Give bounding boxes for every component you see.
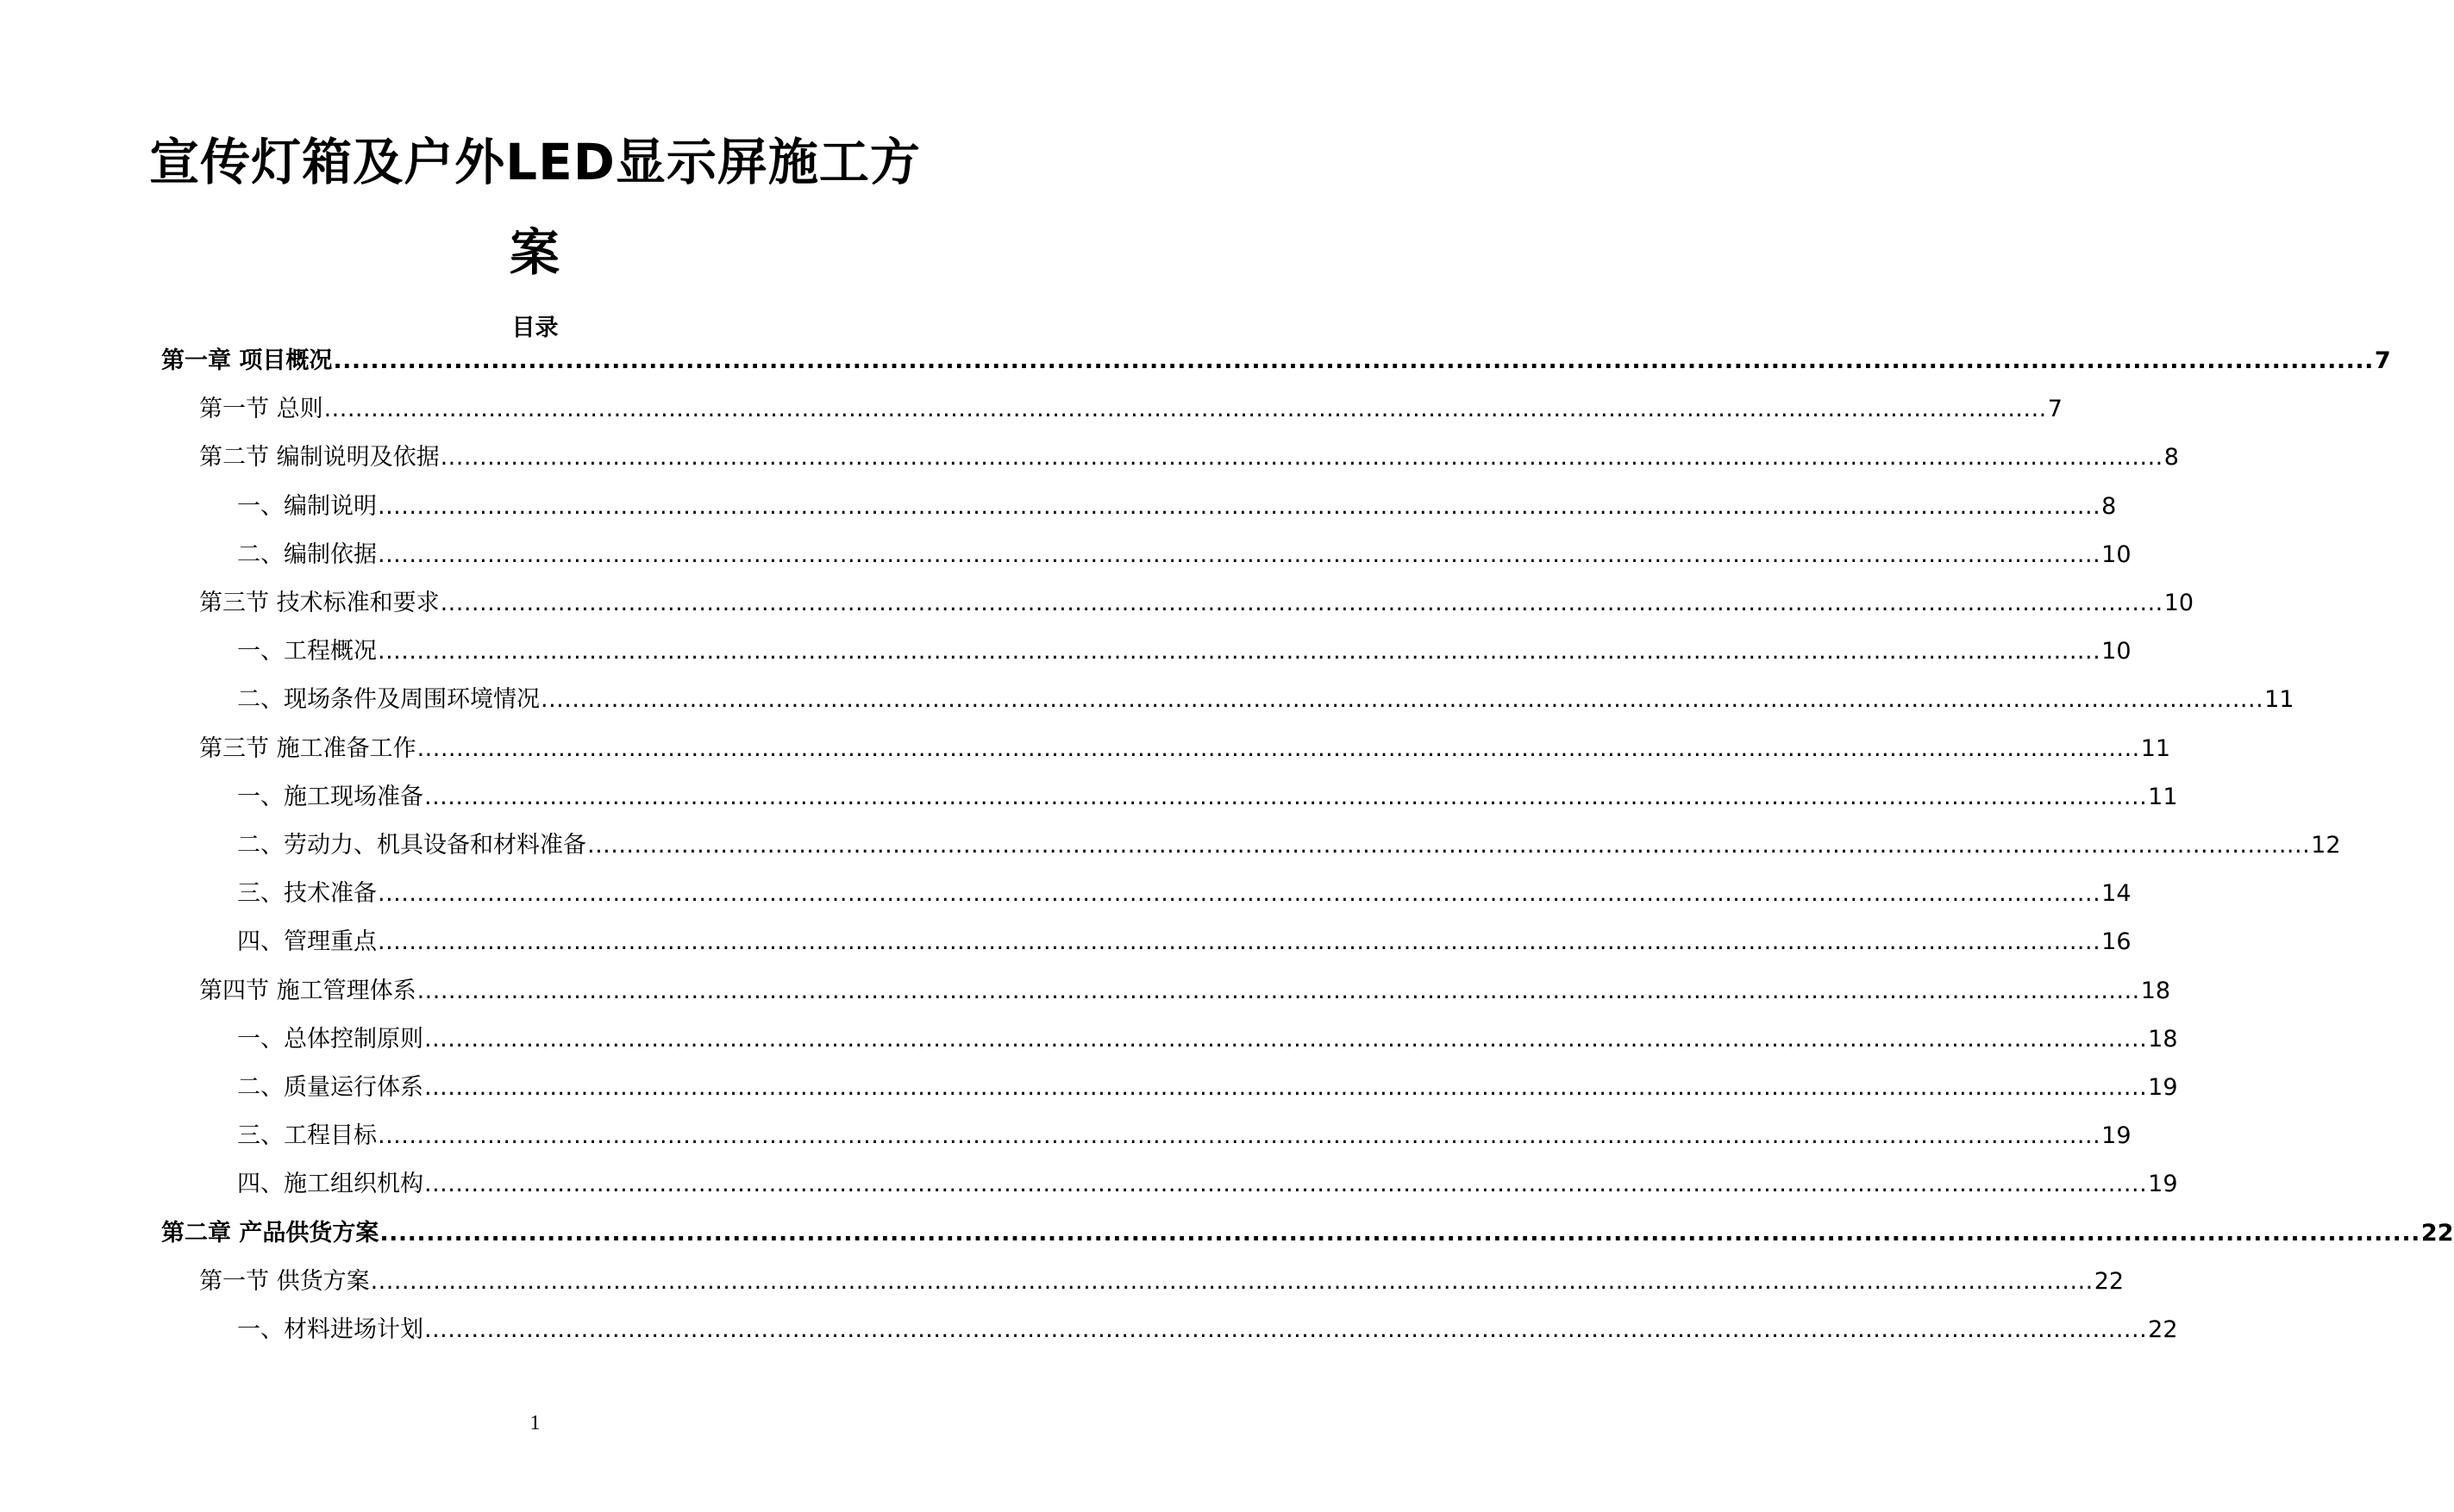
page-number: 1: [529, 1412, 541, 1434]
toc-entry-page-number: 19: [2148, 1171, 2178, 1198]
toc-entry-page-number: 11: [2148, 783, 2178, 810]
toc-entry-page-number: 18: [2140, 977, 2171, 1004]
toc-entry-label: 二、劳动力、机具设备和材料准备: [237, 832, 586, 859]
toc-dot-leader: ............................................................................................................................................................................................................................: [424, 1316, 2148, 1343]
toc-dot-leader: ............................................................................................................................................................................................................................: [378, 1122, 2101, 1150]
toc-section-entry[interactable]: [199, 439, 2179, 477]
document-title-line-2: 案: [509, 223, 560, 282]
toc-dot-leader: ............................................................................................................................................................................................................................: [424, 783, 2148, 810]
toc-dot-leader: ............................................................................................................................................................................................................................: [378, 928, 2101, 956]
toc-subsection-entry[interactable]: [237, 1165, 2178, 1203]
toc-entry-label: 第四节 施工管理体系: [199, 977, 416, 1004]
toc-entry-label: 一、总体控制原则: [237, 1025, 423, 1053]
toc-subsection-entry[interactable]: [237, 536, 2132, 574]
toc-subsection-entry[interactable]: [237, 681, 2294, 719]
toc-entry-label: 第二节 编制说明及依据: [199, 444, 440, 472]
toc-subsection-entry[interactable]: [237, 488, 2117, 526]
toc-dot-leader: ............................................................................................................................................................................................................................: [370, 1267, 2094, 1295]
toc-dot-leader: ............................................................................................................................................................................................................................: [424, 1025, 2148, 1053]
toc-entry-label: 第一节 总则: [199, 396, 323, 423]
toc-entry-page-number: 19: [2148, 1074, 2178, 1101]
toc-chapter-entry[interactable]: [161, 1215, 2454, 1253]
toc-dot-leader: ............................................................................................................................................................................................................................: [378, 638, 2101, 665]
toc-entry-label: 第三节 施工准备工作: [199, 734, 416, 762]
toc-entry-label: 二、编制依据: [237, 540, 377, 568]
toc-entry-page-number: 8: [2101, 492, 2117, 520]
toc-subsection-entry[interactable]: [237, 923, 2132, 961]
toc-dot-leader: ............................................................................................................................................................................................................................: [541, 686, 2264, 714]
toc-subsection-entry[interactable]: [237, 1069, 2178, 1107]
toc-entry-page-number: 16: [2101, 928, 2132, 956]
toc-subsection-entry[interactable]: [237, 1117, 2132, 1155]
toc-subsection-entry[interactable]: [237, 633, 2132, 671]
toc-entry-page-number: 18: [2148, 1025, 2178, 1053]
toc-entry-page-number: 12: [2311, 832, 2341, 859]
toc-entry-page-number: 14: [2101, 880, 2132, 908]
toc-entry-label: 第二章 产品供货方案: [161, 1219, 379, 1246]
toc-chapter-entry[interactable]: [161, 342, 2391, 380]
toc-entry-page-number: 8: [2163, 444, 2179, 472]
toc-entry-page-number: 22: [2420, 1219, 2454, 1246]
toc-entry-page-number: 22: [2148, 1316, 2178, 1343]
toc-entry-page-number: 10: [2101, 540, 2132, 568]
toc-entry-page-number: 10: [2163, 590, 2194, 616]
toc-dot-leader: ............................................................................................................................................................................................................................: [416, 977, 2140, 1004]
toc-entry-label: 第三节 技术标准和要求: [199, 590, 440, 616]
toc-entry-label: 三、工程目标: [237, 1122, 377, 1150]
toc-dot-leader: ............................................................................................................................................................................................................................: [424, 1171, 2148, 1198]
toc-entry-label: 一、工程概况: [237, 638, 377, 665]
toc-entry-page-number: 22: [2094, 1267, 2125, 1295]
toc-entry-label: 二、质量运行体系: [237, 1074, 423, 1101]
toc-dot-leader: ............................................................................................................................................................................................................................: [416, 734, 2140, 762]
toc-dot-leader: ............................................................................................................................................................................................................................: [379, 1219, 2420, 1246]
document-title-line-1: 宣传灯箱及户外LED显示屏施工方: [149, 133, 921, 191]
toc-entry-label: 一、施工现场准备: [237, 783, 423, 810]
toc-entry-page-number: 11: [2140, 734, 2171, 762]
toc-section-entry[interactable]: [199, 390, 2063, 428]
toc-entry-label: 一、编制说明: [237, 492, 377, 520]
toc-subsection-entry[interactable]: [237, 778, 2178, 816]
toc-entry-label: 四、管理重点: [237, 928, 377, 956]
toc-section-entry[interactable]: [199, 584, 2194, 622]
toc-entry-label: 第一节 供货方案: [199, 1267, 370, 1295]
toc-dot-leader: ............................................................................................................................................................................................................................: [378, 880, 2101, 908]
toc-entry-label: 四、施工组织机构: [237, 1171, 423, 1198]
toc-entry-page-number: 7: [2374, 347, 2391, 374]
toc-entry-label: 一、材料进场计划: [237, 1316, 423, 1343]
toc-dot-leader: ............................................................................................................................................................................................................................: [333, 347, 2374, 374]
toc-subsection-entry[interactable]: [237, 1311, 2178, 1349]
toc-subsection-entry[interactable]: [237, 827, 2341, 865]
toc-dot-leader: ............................................................................................................................................................................................................................: [587, 832, 2311, 859]
toc-subsection-entry[interactable]: [237, 875, 2132, 913]
toc-dot-leader: ............................................................................................................................................................................................................................: [424, 1074, 2148, 1101]
toc-entry-label: 第一章 项目概况: [161, 347, 333, 374]
toc-entry-page-number: 7: [2047, 396, 2063, 423]
toc-dot-leader: ............................................................................................................................................................................................................................: [440, 444, 2163, 472]
toc-heading: 目录: [511, 315, 559, 341]
toc-entry-label: 二、现场条件及周围环境情况: [237, 686, 540, 714]
toc-section-entry[interactable]: [199, 972, 2171, 1010]
toc-dot-leader: ............................................................................................................................................................................................................................: [378, 492, 2101, 520]
toc-entry-page-number: 19: [2101, 1122, 2132, 1150]
toc-section-entry[interactable]: [199, 730, 2171, 768]
toc-dot-leader: ............................................................................................................................................................................................................................: [378, 540, 2101, 568]
toc-entry-label: 三、技术准备: [237, 880, 377, 908]
toc-dot-leader: ............................................................................................................................................................................................................................: [323, 396, 2047, 423]
toc-dot-leader: ............................................................................................................................................................................................................................: [440, 590, 2163, 616]
toc-entry-page-number: 10: [2101, 638, 2132, 665]
toc-section-entry[interactable]: [199, 1263, 2125, 1301]
toc-subsection-entry[interactable]: [237, 1021, 2178, 1059]
toc-entry-page-number: 11: [2264, 686, 2294, 714]
